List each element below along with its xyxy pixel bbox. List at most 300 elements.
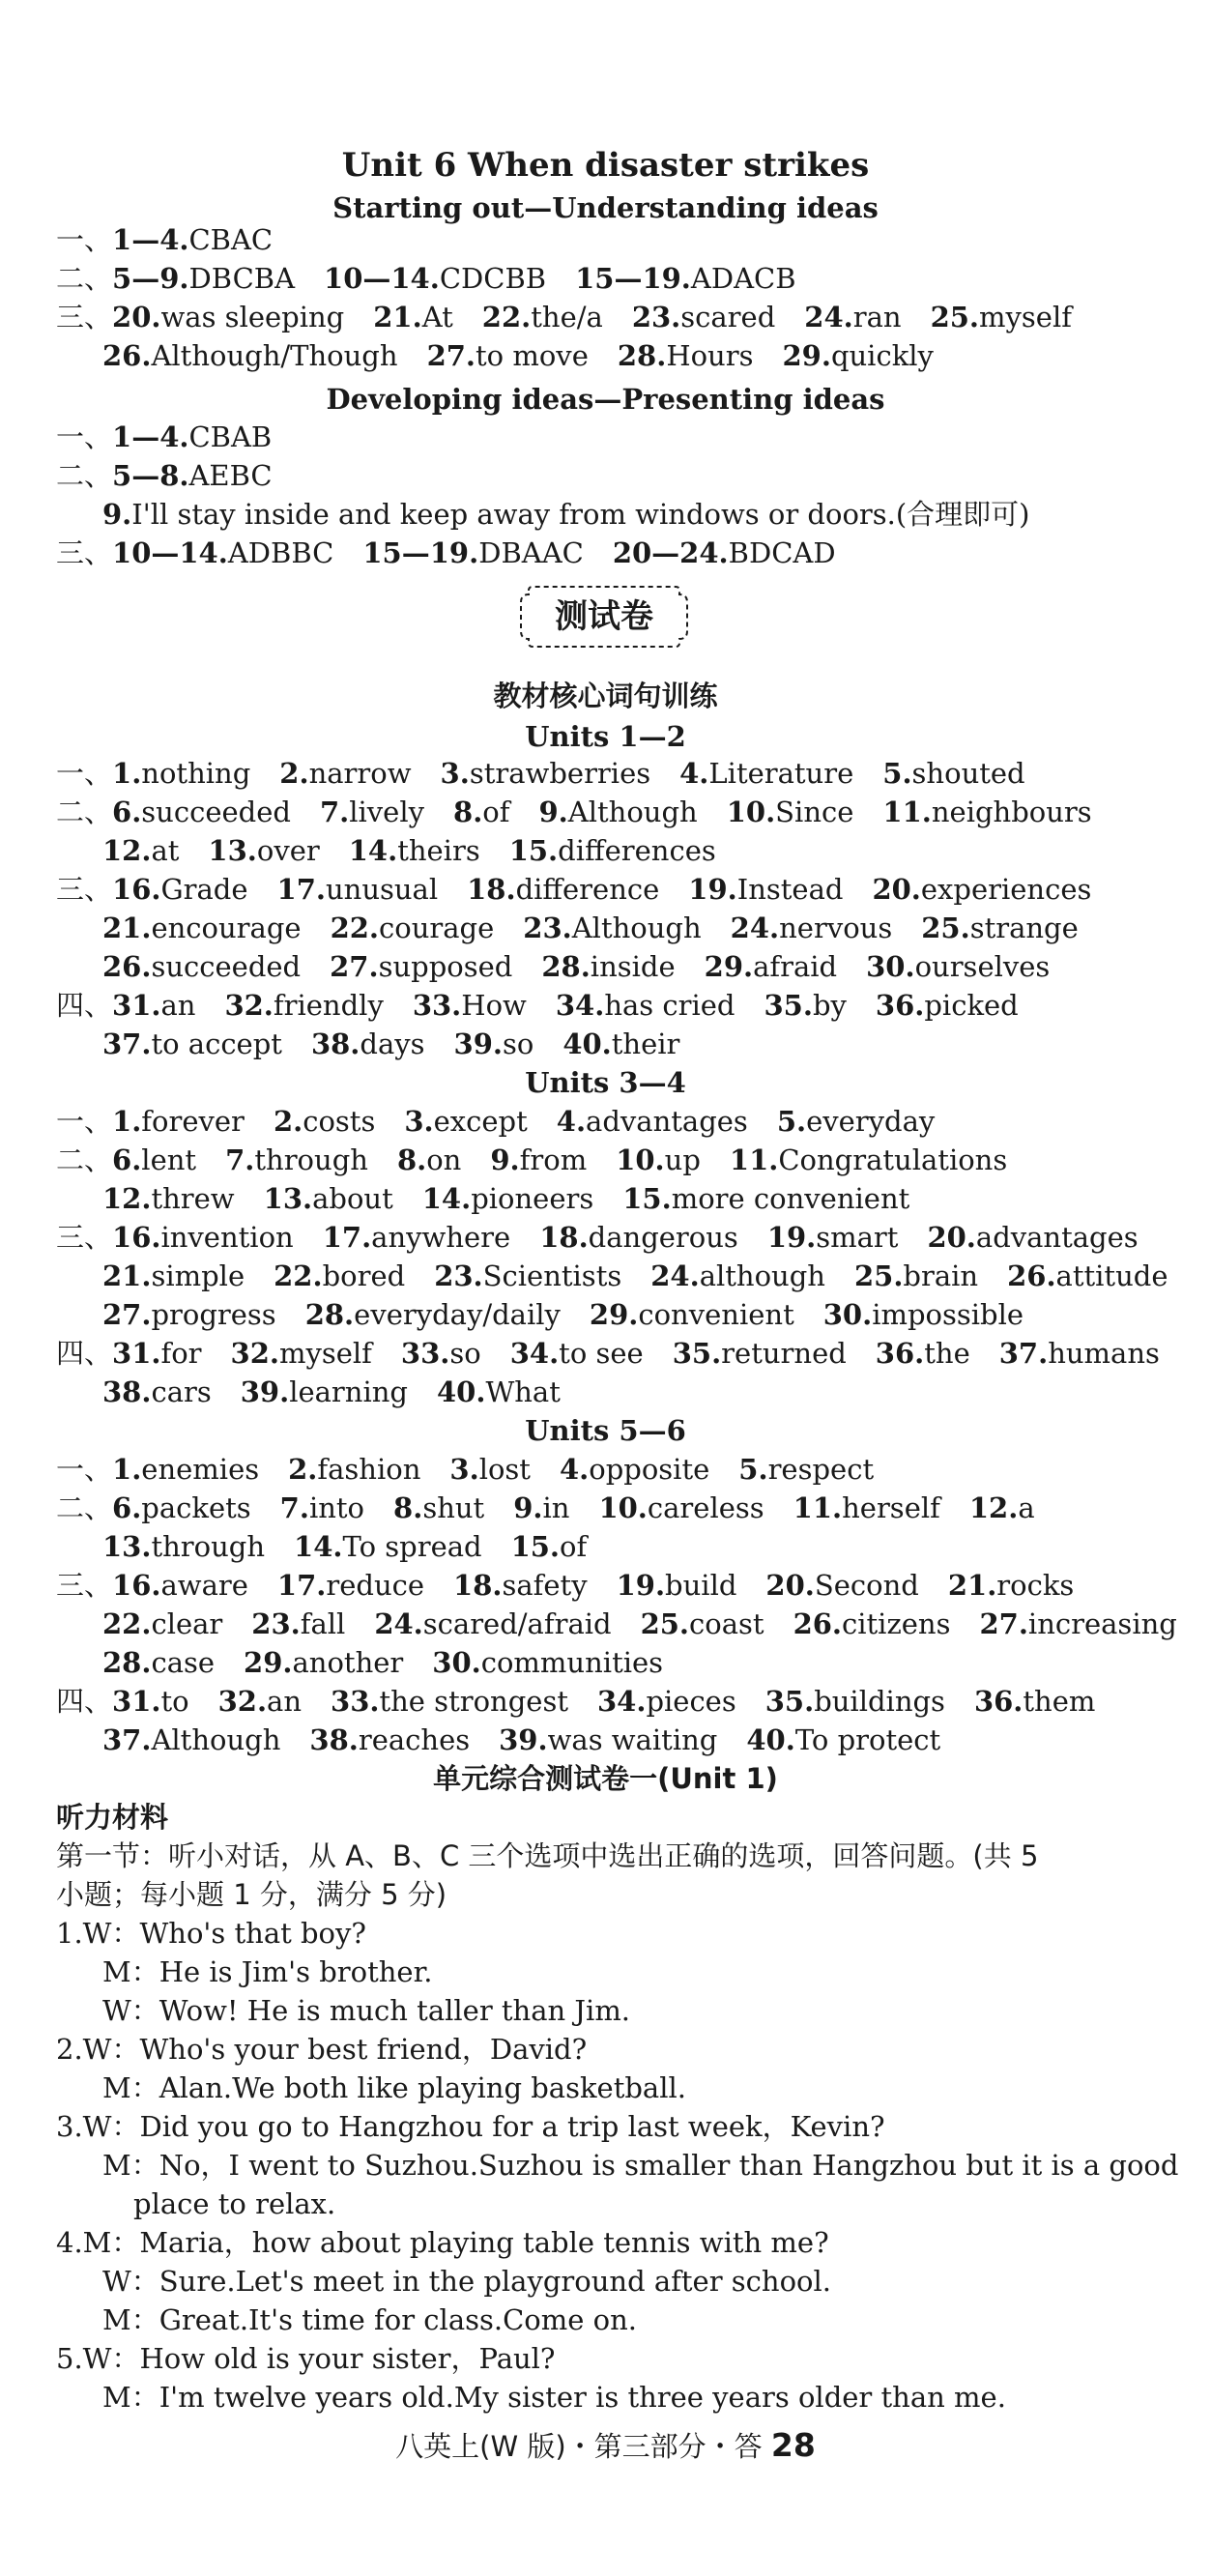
item-answer: aware	[160, 1569, 248, 1602]
answer-item	[453, 1569, 588, 1602]
item-number: 23.	[251, 1607, 301, 1640]
item-answer: Although	[151, 1723, 281, 1756]
answer-line	[56, 220, 273, 259]
item-answer: What	[485, 1375, 561, 1408]
item-number: 24.	[650, 1259, 700, 1292]
item-answer: smart	[816, 1221, 899, 1254]
answer-line	[56, 1566, 1074, 1605]
item-number: 2.	[288, 1453, 318, 1486]
answer-item	[556, 989, 735, 1022]
item-number: 2.	[279, 757, 309, 790]
item-answer: packets	[141, 1491, 251, 1524]
item-number: 20.	[872, 873, 921, 906]
item-number: 17.	[276, 873, 326, 906]
answer-item	[102, 1182, 235, 1215]
item-number: 7.	[279, 1491, 309, 1524]
item-answer: Although	[567, 796, 698, 828]
item-number: 15—19.	[362, 536, 479, 569]
item-number: 30.	[432, 1646, 481, 1679]
item-answer: another	[292, 1646, 404, 1679]
answer-line	[102, 1605, 1177, 1643]
item-answer: afraid	[753, 950, 838, 983]
section-marker: 一、	[56, 420, 113, 453]
item-answer: invention	[160, 1221, 294, 1254]
section-marker: 一、	[56, 1453, 113, 1486]
item-number: 31.	[112, 989, 161, 1022]
item-answer: CBAC	[188, 223, 274, 256]
answer-item	[931, 301, 1072, 333]
item-number: 37.	[998, 1337, 1049, 1370]
item-number: 15—19.	[575, 262, 691, 295]
item-number: 26.	[102, 950, 152, 983]
answer-item	[309, 1723, 470, 1756]
item-answer: fall	[300, 1607, 346, 1640]
item-answer: build	[665, 1569, 737, 1602]
item-answer: fashion	[317, 1453, 421, 1486]
item-number: 1.	[112, 757, 142, 790]
item-number: 8.	[453, 796, 483, 828]
item-answer: about	[312, 1182, 393, 1215]
item-number: 28.	[541, 950, 591, 983]
answer-line	[56, 1218, 1139, 1257]
item-answer: the	[924, 1337, 970, 1370]
answer-line	[56, 1102, 935, 1141]
item-number: 39.	[499, 1723, 548, 1756]
item-number: 15.	[508, 834, 559, 867]
item-number: 10.	[726, 796, 776, 828]
answer-item	[866, 950, 1050, 983]
item-number: 12.	[102, 1182, 152, 1215]
item-number: 34.	[555, 989, 605, 1022]
answer-item	[562, 1028, 679, 1060]
item-number: 16.	[112, 873, 161, 906]
dialogue-line: 4.M：Maria，how about playing table tennis with me?	[56, 2226, 829, 2259]
answer-item	[557, 1105, 748, 1138]
item-number: 13.	[102, 1530, 152, 1563]
item-number: 18.	[453, 1569, 503, 1602]
answer-item	[882, 796, 1091, 828]
item-number: 31.	[112, 1337, 161, 1370]
item-number: 10.	[616, 1143, 665, 1176]
section-marker: 二、	[56, 1491, 113, 1524]
item-number: 31.	[112, 1685, 161, 1718]
answer-line	[56, 418, 272, 456]
item-number: 32.	[224, 989, 274, 1022]
item-answer: of	[482, 796, 510, 828]
item-number: 14.	[348, 834, 398, 867]
item-answer: AEBC	[188, 459, 273, 492]
section-marker: 四、	[56, 1685, 113, 1718]
item-answer: shut	[422, 1491, 485, 1524]
item-answer: Since	[775, 796, 854, 828]
units-5-6-title: Units 5—6	[525, 1414, 686, 1447]
answer-line	[56, 1489, 1035, 1527]
answer-line	[56, 259, 796, 298]
item-answer: Second	[814, 1569, 919, 1602]
item-answer: enemies	[141, 1453, 260, 1486]
item-number: 20.	[112, 301, 161, 333]
item-number: 37.	[102, 1028, 152, 1060]
item-number: 6.	[112, 1143, 142, 1176]
answer-item	[320, 796, 424, 828]
item-answer: reduce	[326, 1569, 425, 1602]
answer-item	[767, 1221, 899, 1254]
answer-item	[305, 1298, 561, 1331]
answer-item	[449, 1453, 531, 1486]
item-answer: To protect	[794, 1723, 941, 1756]
item-answer: inside	[590, 950, 676, 983]
item-number: 39.	[453, 1028, 503, 1060]
item-number: 10—14.	[324, 262, 440, 295]
item-answer: ADBBC	[227, 536, 334, 569]
answer-item	[575, 262, 795, 295]
section-marker: 二、	[56, 459, 113, 492]
section-intro: 第一节：听小对话，从 A、B、C 三个选项中选出正确的选项，回答问题。(共 5	[56, 1839, 1039, 1872]
item-answer: unusual	[325, 873, 439, 906]
item-number: 40.	[562, 1028, 612, 1060]
answer-line	[56, 986, 1019, 1025]
item-number: 27.	[102, 1298, 152, 1331]
answer-item	[102, 1259, 245, 1292]
answer-line	[56, 1141, 1007, 1179]
item-number: 10.	[598, 1491, 648, 1524]
item-number: 14.	[421, 1182, 472, 1215]
answer-item	[56, 536, 333, 569]
answer-item	[793, 1491, 940, 1524]
answer-line	[102, 336, 934, 375]
answer-line	[56, 534, 836, 572]
item-number: 19.	[766, 1221, 817, 1254]
answer-item	[482, 301, 603, 333]
item-number: 5.	[882, 757, 912, 790]
listening-heading: 听力材料	[56, 1801, 169, 1834]
answer-line	[56, 1682, 1095, 1721]
answer-line	[56, 1334, 1160, 1373]
item-answer: quickly	[830, 339, 934, 372]
item-answer: their	[611, 1028, 680, 1060]
item-number: 11.	[729, 1143, 779, 1176]
answer-item	[882, 757, 1024, 790]
item-answer: convenient	[638, 1298, 794, 1331]
item-number: 23.	[631, 301, 681, 333]
item-answer: Although	[571, 912, 702, 944]
answer-item	[511, 1530, 588, 1563]
answer-item	[979, 1607, 1176, 1640]
item-number: 36.	[875, 989, 925, 1022]
item-answer: CBAB	[188, 420, 273, 453]
answer-item	[294, 1530, 482, 1563]
item-answer: differences	[558, 834, 716, 867]
answer-item	[102, 912, 302, 944]
item-answer: on	[426, 1143, 462, 1176]
answer-item	[218, 1685, 302, 1718]
answer-item	[56, 301, 344, 333]
item-number: 21.	[947, 1569, 997, 1602]
answer-item	[613, 536, 836, 569]
answer-item	[56, 1221, 294, 1254]
answer-item	[56, 989, 195, 1022]
item-number: 22.	[274, 1259, 323, 1292]
item-number: 1—4.	[112, 223, 189, 256]
item-number: 33.	[331, 1685, 380, 1718]
answer-item	[56, 1337, 202, 1370]
answer-item	[323, 1221, 511, 1254]
item-number: 25.	[853, 1259, 904, 1292]
unit-test-title: 单元综合测试卷一(Unit 1)	[433, 1762, 778, 1795]
answer-line	[102, 495, 1030, 534]
item-number: 6.	[112, 796, 142, 828]
answer-item	[331, 912, 495, 944]
item-answer: buildings	[814, 1685, 945, 1718]
item-number: 9.	[513, 1491, 543, 1524]
item-answer: so	[449, 1337, 481, 1370]
item-number: 21.	[102, 1259, 152, 1292]
item-answer: at	[151, 834, 180, 867]
item-number: 35.	[764, 989, 813, 1022]
item-answer: the/a	[531, 301, 603, 333]
answer-item	[738, 1453, 874, 1486]
item-answer: forever	[141, 1105, 245, 1138]
answer-item	[102, 834, 179, 867]
item-answer: ADACB	[690, 262, 796, 295]
item-number: 18.	[539, 1221, 589, 1254]
item-answer: DBCBA	[188, 262, 296, 295]
answer-item	[598, 1491, 764, 1524]
answer-item	[324, 262, 546, 295]
item-number: 37.	[102, 1723, 152, 1756]
section-title-starting: Starting out—Understanding ideas	[332, 191, 879, 224]
item-answer: lent	[141, 1143, 197, 1176]
answer-line	[56, 754, 1025, 793]
item-number: 35.	[764, 1685, 815, 1718]
answer-item	[224, 989, 383, 1022]
item-answer: the strongest	[379, 1685, 568, 1718]
answer-item	[422, 1182, 594, 1215]
item-number: 25.	[921, 912, 970, 944]
answer-item	[641, 1607, 764, 1640]
item-number: 21.	[102, 912, 152, 944]
item-answer: succeeded	[141, 796, 291, 828]
dialogue-line: M：He is Jim's brother.	[102, 1955, 433, 1988]
item-number: 17.	[322, 1221, 372, 1254]
units-3-4-title: Units 3—4	[525, 1066, 686, 1099]
item-number: 29.	[244, 1646, 293, 1679]
item-number: 32.	[230, 1337, 279, 1370]
answer-item	[793, 1607, 951, 1640]
item-answer: threw	[151, 1182, 235, 1215]
item-number: 15.	[510, 1530, 561, 1563]
item-answer: strawberries	[469, 757, 651, 790]
item-answer: careless	[647, 1491, 764, 1524]
dialogue-line: 5.W：How old is your sister，Paul?	[56, 2342, 556, 2375]
item-answer: respect	[767, 1453, 875, 1486]
answer-item	[251, 1607, 345, 1640]
item-number: 3.	[404, 1105, 434, 1138]
answer-item	[56, 1453, 259, 1486]
item-answer: brain	[903, 1259, 979, 1292]
item-answer: ourselves	[914, 950, 1051, 983]
item-answer: over	[256, 834, 320, 867]
item-number: 17.	[276, 1569, 327, 1602]
answer-item	[401, 1337, 481, 1370]
answer-item	[56, 1143, 196, 1176]
answer-item	[56, 1491, 251, 1524]
answer-item	[590, 1298, 794, 1331]
item-number: 23.	[523, 912, 572, 944]
item-number: 13.	[208, 834, 257, 867]
item-number: 23.	[434, 1259, 483, 1292]
item-number: 38.	[102, 1375, 152, 1408]
item-number: 32.	[217, 1685, 268, 1718]
answer-item	[330, 950, 512, 983]
item-answer: to accept	[151, 1028, 282, 1060]
item-answer: an	[160, 989, 196, 1022]
section-marker: 二、	[56, 1143, 113, 1176]
item-number: 34.	[596, 1685, 647, 1718]
answer-item	[102, 1607, 222, 1640]
item-answer: BDCAD	[728, 536, 836, 569]
item-answer: to	[160, 1685, 189, 1718]
item-answer: encourage	[151, 912, 302, 944]
item-number: 26.	[793, 1607, 843, 1640]
answer-item	[632, 301, 775, 333]
item-answer: bored	[322, 1259, 406, 1292]
item-answer: I'll stay inside and keep away from windows or doors.(合理即可)	[131, 498, 1030, 531]
answer-item	[349, 834, 480, 867]
answer-item	[277, 1569, 424, 1602]
item-number: 38.	[310, 1028, 360, 1060]
answer-line	[102, 1257, 1168, 1295]
item-answer: How	[461, 989, 527, 1022]
item-answer: dangerous	[588, 1221, 738, 1254]
item-number: 9.	[102, 498, 132, 531]
item-number: 14.	[294, 1530, 343, 1563]
item-answer: opposite	[589, 1453, 710, 1486]
item-number: 28.	[617, 339, 667, 372]
item-number: 22.	[102, 1607, 152, 1640]
item-number: 36.	[973, 1685, 1024, 1718]
answer-item	[872, 873, 1091, 906]
answer-item	[513, 1491, 569, 1524]
item-answer: strange	[969, 912, 1079, 944]
section-marker: 三、	[56, 536, 113, 569]
dialogue-line: 1.W：Who's that boy?	[56, 1917, 366, 1950]
answer-item	[688, 873, 843, 906]
answer-line	[102, 1643, 663, 1682]
section-marker: 一、	[56, 1105, 113, 1138]
answer-item	[765, 1685, 945, 1718]
answer-item	[622, 1182, 909, 1215]
item-number: 5.	[776, 1105, 807, 1138]
answer-line	[102, 1295, 1024, 1334]
item-number: 34.	[509, 1337, 560, 1370]
answer-line	[56, 870, 1091, 909]
item-number: 18.	[467, 873, 516, 906]
answer-item	[974, 1685, 1095, 1718]
answer-item	[362, 536, 583, 569]
item-number: 9.	[538, 796, 568, 828]
item-number: 9.	[490, 1143, 520, 1176]
item-answer: To spread	[342, 1530, 482, 1563]
item-number: 1.	[112, 1105, 142, 1138]
answer-item	[617, 1569, 737, 1602]
answer-item	[746, 1723, 940, 1756]
item-answer: Grade	[160, 873, 248, 906]
item-number: 19.	[688, 873, 737, 906]
answer-item	[102, 1530, 265, 1563]
item-number: 16.	[112, 1221, 161, 1254]
dialogue-line: 3.W：Did you go to Hangzhou for a trip last week，Kevin?	[56, 2110, 885, 2143]
answer-item	[56, 757, 250, 790]
item-answer: friendly	[273, 989, 384, 1022]
answer-item	[597, 1685, 736, 1718]
item-answer: attitude	[1055, 1259, 1168, 1292]
item-number: 22.	[481, 301, 532, 333]
answer-item	[56, 459, 273, 492]
item-answer: theirs	[397, 834, 480, 867]
item-answer: everyday/daily	[354, 1298, 561, 1331]
item-answer: days	[360, 1028, 425, 1060]
item-number: 12.	[102, 834, 152, 867]
item-answer: myself	[979, 301, 1072, 333]
item-answer: succeeded	[151, 950, 302, 983]
answer-item	[727, 796, 854, 828]
answer-item	[765, 1569, 918, 1602]
answer-item	[490, 1143, 587, 1176]
section-marker: 二、	[56, 262, 113, 295]
item-number: 15.	[622, 1182, 672, 1215]
item-answer: costs	[303, 1105, 376, 1138]
item-number: 28.	[304, 1298, 355, 1331]
section-marker: 三、	[56, 301, 113, 333]
answer-item	[650, 1259, 825, 1292]
answer-item	[467, 873, 659, 906]
section-marker: 四、	[56, 1337, 113, 1370]
answer-item	[616, 1143, 701, 1176]
answer-item	[427, 339, 589, 372]
item-answer: experiences	[920, 873, 1092, 906]
item-number: 24.	[374, 1607, 423, 1640]
answer-item	[102, 498, 1030, 531]
item-number: 22.	[330, 912, 380, 944]
item-answer: everyday	[806, 1105, 936, 1138]
answer-item	[241, 1375, 408, 1408]
item-answer: Congratulations	[778, 1143, 1008, 1176]
item-answer: advantages	[586, 1105, 748, 1138]
answer-item	[437, 1375, 561, 1408]
answer-item	[56, 420, 272, 453]
answer-item	[539, 1221, 738, 1254]
dialogue-line: place to relax.	[133, 2187, 336, 2220]
item-answer: CDCBB	[439, 262, 547, 295]
item-number: 24.	[730, 912, 780, 944]
answer-item	[56, 873, 248, 906]
item-number: 24.	[804, 301, 853, 333]
page-number: 28	[770, 2426, 816, 2464]
answer-item	[539, 796, 698, 828]
answer-item	[397, 1143, 461, 1176]
answer-line	[102, 1373, 561, 1411]
answer-item	[927, 1221, 1138, 1254]
item-answer: ran	[852, 301, 902, 333]
item-number: 20.	[927, 1221, 976, 1254]
item-answer: coast	[689, 1607, 764, 1640]
answer-item	[509, 834, 716, 867]
answer-item	[804, 301, 901, 333]
item-answer: nervous	[779, 912, 893, 944]
item-answer: by	[812, 989, 847, 1022]
item-answer: impossible	[872, 1298, 1024, 1331]
